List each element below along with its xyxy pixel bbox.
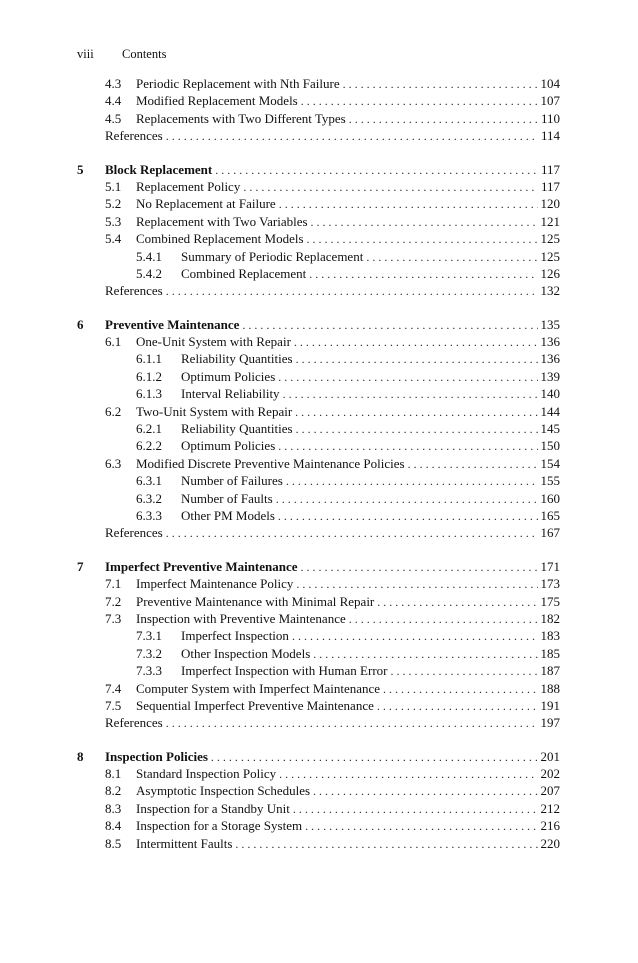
- toc-entry-title: Interval Reliability: [181, 386, 280, 402]
- dot-leader: [313, 784, 537, 799]
- toc-section-entry[interactable]: [77, 766, 560, 783]
- toc-section-entry[interactable]: [77, 231, 560, 248]
- toc-entry-title: Block Replacement: [105, 161, 213, 177]
- toc-entry-title: Optimum Policies: [181, 368, 276, 384]
- dot-leader: [166, 129, 538, 144]
- toc-entry-title: Standard Inspection Policy: [136, 766, 277, 782]
- toc-section-entry[interactable]: [77, 611, 560, 628]
- toc-entry-page: 171: [540, 558, 560, 574]
- toc-section-entry[interactable]: [77, 576, 560, 593]
- dot-leader: [235, 837, 537, 852]
- toc-entry-title: Inspection for a Standby Unit: [136, 800, 290, 816]
- toc-entry-page: 154: [540, 455, 560, 471]
- dot-leader: [166, 716, 538, 731]
- running-title: Contents: [122, 47, 167, 61]
- toc-section-entry[interactable]: [77, 334, 560, 351]
- toc-entry-page: 165: [540, 507, 560, 523]
- dot-leader: [349, 112, 538, 127]
- toc-entry-title: Modified Discrete Preventive Maintenance Policies: [136, 455, 405, 471]
- dot-leader: [307, 232, 538, 247]
- toc-entry-number: 5.4: [105, 231, 122, 247]
- toc-entry-title: Preventive Maintenance: [105, 316, 240, 332]
- toc-entry-number: 6.1.1: [136, 351, 162, 367]
- toc-entry-number: 6.3.2: [136, 490, 162, 506]
- dot-leader: [279, 767, 537, 782]
- dot-leader: [278, 439, 537, 454]
- toc-references-entry[interactable]: [77, 715, 560, 732]
- toc-entry-title: Computer System with Imperfect Maintenance: [136, 680, 381, 696]
- toc-entry-page: 140: [540, 386, 560, 402]
- toc-entry-page: 191: [540, 697, 560, 713]
- toc-entry-title: Periodic Replacement with Nth Failure: [136, 76, 340, 91]
- toc-subsection-entry[interactable]: [77, 473, 560, 490]
- toc-entry-title: Replacement Policy: [136, 178, 241, 194]
- toc-entry-page: 125: [540, 248, 560, 264]
- toc-entry-page: 107: [540, 93, 560, 109]
- toc-entry-number: 7.4: [105, 680, 122, 696]
- toc-entry-title: Reliability Quantities: [181, 351, 293, 367]
- toc-entry-number: 4.5: [105, 110, 122, 126]
- dot-leader: [366, 250, 537, 265]
- toc-entry-page: 175: [540, 593, 560, 609]
- toc-entry-title: References: [105, 128, 163, 144]
- toc-entry-number: 6.1.3: [136, 386, 162, 402]
- toc-entry-number: 7.1: [105, 576, 122, 592]
- dot-leader: [243, 180, 538, 195]
- toc-subsection-entry[interactable]: [77, 266, 560, 283]
- toc-entry-title: Reliability Quantities: [181, 421, 293, 437]
- dot-leader: [283, 387, 538, 402]
- toc-entry-title: Summary of Periodic Replacement: [181, 248, 364, 264]
- toc-entry-title: Sequential Imperfect Preventive Maintenance: [136, 697, 374, 713]
- toc-entry-title: Inspection with Preventive Maintenance: [136, 610, 346, 626]
- dot-leader: [295, 405, 537, 420]
- toc-section-entry[interactable]: [77, 818, 560, 835]
- toc-subsection-entry[interactable]: [77, 249, 560, 266]
- toc-entry-title: Preventive Maintenance with Minimal Repair: [136, 593, 375, 609]
- toc-section-entry[interactable]: [77, 404, 560, 421]
- toc-entry-number: 4.4: [105, 93, 122, 109]
- toc-entry-title: References: [105, 715, 163, 731]
- toc-entry-title: Inspection for a Storage System: [136, 818, 303, 834]
- toc-entry-page: 117: [540, 161, 560, 177]
- toc-entry-page: 135: [540, 316, 560, 332]
- dot-leader: [294, 335, 538, 350]
- toc-entry-page: 187: [540, 663, 560, 679]
- toc-entry-number: 7.2: [105, 593, 122, 609]
- dot-leader: [296, 352, 538, 367]
- toc-subsection-entry[interactable]: [77, 508, 560, 525]
- toc-section-entry[interactable]: [77, 698, 560, 715]
- dot-leader: [377, 699, 538, 714]
- toc-references-entry[interactable]: [77, 128, 560, 145]
- dot-leader: [296, 422, 538, 437]
- toc-entry-page: 160: [540, 490, 560, 506]
- dot-leader: [166, 526, 538, 541]
- toc-entry-page: 144: [540, 403, 560, 419]
- dot-leader: [313, 647, 537, 662]
- toc-entry-page: 139: [540, 368, 560, 384]
- dot-leader: [311, 215, 538, 230]
- toc-entry-page: 136: [540, 351, 560, 367]
- toc-subsection-entry[interactable]: [77, 628, 560, 645]
- toc-entry-number: 4.3: [105, 76, 122, 91]
- dot-leader: [301, 94, 538, 109]
- toc-entry-title: Optimum Policies: [181, 438, 276, 454]
- dot-leader: [390, 664, 537, 679]
- toc-entry-title: Intermittent Faults: [136, 835, 233, 851]
- toc-chapter-group: [77, 76, 560, 146]
- toc-entry-page: 104: [540, 76, 560, 91]
- dot-leader: [215, 163, 538, 178]
- dot-leader: [292, 629, 538, 644]
- toc-chapter-group: [77, 317, 560, 543]
- toc-entry-title: Imperfect Preventive Maintenance: [105, 558, 298, 574]
- toc-entry-title: Combined Replacement Models: [136, 231, 304, 247]
- toc-entry-number: 5.3: [105, 213, 122, 229]
- dot-leader: [377, 595, 537, 610]
- dot-leader: [242, 318, 537, 333]
- dot-leader: [278, 509, 538, 524]
- toc-references-entry[interactable]: [77, 525, 560, 542]
- toc-entry-title: Number of Faults: [181, 490, 273, 506]
- dot-leader: [296, 577, 537, 592]
- toc-subsection-entry[interactable]: [77, 351, 560, 368]
- toc-section-entry[interactable]: [77, 196, 560, 213]
- toc-entry-number: 7.3.2: [136, 645, 162, 661]
- toc-entry-number: 8.3: [105, 800, 122, 816]
- toc-entry-title: Two-Unit System with Repair: [136, 403, 293, 419]
- toc-entry-page: 167: [540, 525, 560, 541]
- toc-entry-page: 202: [540, 766, 560, 782]
- toc-entry-number: 8.1: [105, 766, 122, 782]
- toc-entry-number: 5.4.1: [136, 248, 162, 264]
- toc-section-entry[interactable]: [77, 93, 560, 110]
- toc-entry-page: 114: [540, 128, 560, 144]
- toc-references-entry[interactable]: [77, 283, 560, 300]
- toc-entry-title: References: [105, 283, 163, 299]
- toc-section-entry[interactable]: [77, 76, 560, 93]
- dot-leader: [349, 612, 538, 627]
- page-number: viii: [77, 47, 94, 61]
- toc-entry-page: 183: [540, 628, 560, 644]
- toc-entry-page: 110: [540, 110, 560, 126]
- toc-chapter-entry[interactable]: [77, 749, 560, 766]
- toc-entry-number: 6.3.3: [136, 507, 162, 523]
- toc-entry-page: 121: [540, 213, 560, 229]
- toc-chapter-group: [77, 559, 560, 733]
- toc-entry-title: Other Inspection Models: [181, 645, 311, 661]
- toc-entry-title: References: [105, 525, 163, 541]
- toc-entry-number: 8.4: [105, 818, 122, 834]
- toc-chapter-group: [77, 162, 560, 301]
- toc-subsection-entry[interactable]: [77, 369, 560, 386]
- toc-subsection-entry[interactable]: [77, 421, 560, 438]
- toc-entry-number: 5.2: [105, 196, 122, 212]
- toc-entry-page: 150: [540, 438, 560, 454]
- toc-section-entry[interactable]: [77, 801, 560, 818]
- toc-entry-number: 8.2: [105, 783, 122, 799]
- toc-section-entry[interactable]: [77, 681, 560, 698]
- toc-entry-page: 207: [540, 783, 560, 799]
- toc-chapter-entry[interactable]: [77, 559, 560, 576]
- toc-entry-number: 6.2.1: [136, 421, 162, 437]
- toc-entry-number: 5: [77, 161, 84, 177]
- toc-entry-page: 117: [540, 178, 560, 194]
- toc-entry-number: 8: [77, 748, 84, 764]
- toc-section-entry[interactable]: [77, 179, 560, 196]
- dot-leader: [293, 802, 538, 817]
- toc-entry-page: 216: [540, 818, 560, 834]
- toc-entry-number: 6.2: [105, 403, 122, 419]
- toc-entry-title: Imperfect Inspection with Human Error: [181, 663, 388, 679]
- toc-entry-title: Modified Replacement Models: [136, 93, 298, 109]
- toc-entry-number: 7: [77, 558, 84, 574]
- toc-entry-number: 8.5: [105, 835, 122, 851]
- toc-entry-page: 185: [540, 645, 560, 661]
- toc-subsection-entry[interactable]: [77, 386, 560, 403]
- toc-entry-title: Replacement with Two Variables: [136, 213, 308, 229]
- toc-entry-page: 220: [540, 835, 560, 851]
- dot-leader: [166, 284, 538, 299]
- toc-section-entry[interactable]: [77, 456, 560, 473]
- toc-entry-number: 6: [77, 316, 84, 332]
- toc-entry-title: Imperfect Maintenance Policy: [136, 576, 294, 592]
- toc-entry-number: 5.1: [105, 178, 122, 194]
- toc-entry-page: 120: [540, 196, 560, 212]
- toc-chapter-entry[interactable]: [77, 162, 560, 179]
- dot-leader: [305, 819, 537, 834]
- dot-leader: [301, 560, 538, 575]
- toc-entry-page: 197: [540, 715, 560, 731]
- toc-entry-page: 182: [540, 610, 560, 626]
- toc-section-entry[interactable]: [77, 111, 560, 128]
- toc-chapter-entry[interactable]: [77, 317, 560, 334]
- toc-entry-title: No Replacement at Failure: [136, 196, 276, 212]
- dot-leader: [309, 267, 537, 282]
- toc-section-entry[interactable]: [77, 783, 560, 800]
- toc-subsection-entry[interactable]: [77, 663, 560, 680]
- toc-entry-page: 126: [540, 265, 560, 281]
- toc-entry-number: 7.3.1: [136, 628, 162, 644]
- dot-leader: [408, 457, 538, 472]
- toc-entry-page: 155: [540, 473, 560, 489]
- toc-entry-page: 132: [540, 283, 560, 299]
- toc-entry-number: 6.3.1: [136, 473, 162, 489]
- running-header: [77, 47, 166, 62]
- toc-entry-title: Other PM Models: [181, 507, 275, 523]
- toc-entry-number: 6.3: [105, 455, 122, 471]
- toc-subsection-entry[interactable]: [77, 438, 560, 455]
- toc-entry-number: 6.1: [105, 334, 122, 350]
- toc-entry-page: 212: [540, 800, 560, 816]
- toc-entry-number: 6.2.2: [136, 438, 162, 454]
- dot-leader: [211, 750, 538, 765]
- toc-section-entry[interactable]: [77, 594, 560, 611]
- toc-entry-title: Number of Failures: [181, 473, 283, 489]
- toc-section-entry[interactable]: [77, 214, 560, 231]
- toc-entry-page: 173: [540, 576, 560, 592]
- toc-subsection-entry[interactable]: [77, 646, 560, 663]
- toc-entry-title: Imperfect Inspection: [181, 628, 289, 644]
- toc-entry-number: 6.1.2: [136, 368, 162, 384]
- toc-entry-page: 201: [540, 748, 560, 764]
- toc-entry-title: Inspection Policies: [105, 748, 208, 764]
- toc-entry-number: 5.4.2: [136, 265, 162, 281]
- toc-entry-title: Replacements with Two Different Types: [136, 110, 346, 126]
- toc-entry-title: One-Unit System with Repair: [136, 334, 291, 350]
- toc-entry-number: 7.5: [105, 697, 122, 713]
- table-of-contents: [77, 76, 560, 869]
- toc-entry-number: 7.3.3: [136, 663, 162, 679]
- toc-chapter-group: [77, 749, 560, 853]
- toc-entry-title: Combined Replacement: [181, 265, 307, 281]
- toc-section-entry[interactable]: [77, 836, 560, 853]
- dot-leader: [276, 492, 538, 507]
- dot-leader: [286, 474, 538, 489]
- toc-subsection-entry[interactable]: [77, 491, 560, 508]
- toc-entry-page: 136: [540, 334, 560, 350]
- toc-entry-title: Asymptotic Inspection Schedules: [136, 783, 311, 799]
- toc-entry-page: 188: [540, 680, 560, 696]
- dot-leader: [278, 370, 537, 385]
- toc-entry-page: 125: [540, 231, 560, 247]
- dot-leader: [383, 682, 537, 697]
- dot-leader: [343, 77, 538, 92]
- dot-leader: [279, 197, 538, 212]
- toc-entry-number: 7.3: [105, 610, 122, 626]
- toc-entry-page: 145: [540, 421, 560, 437]
